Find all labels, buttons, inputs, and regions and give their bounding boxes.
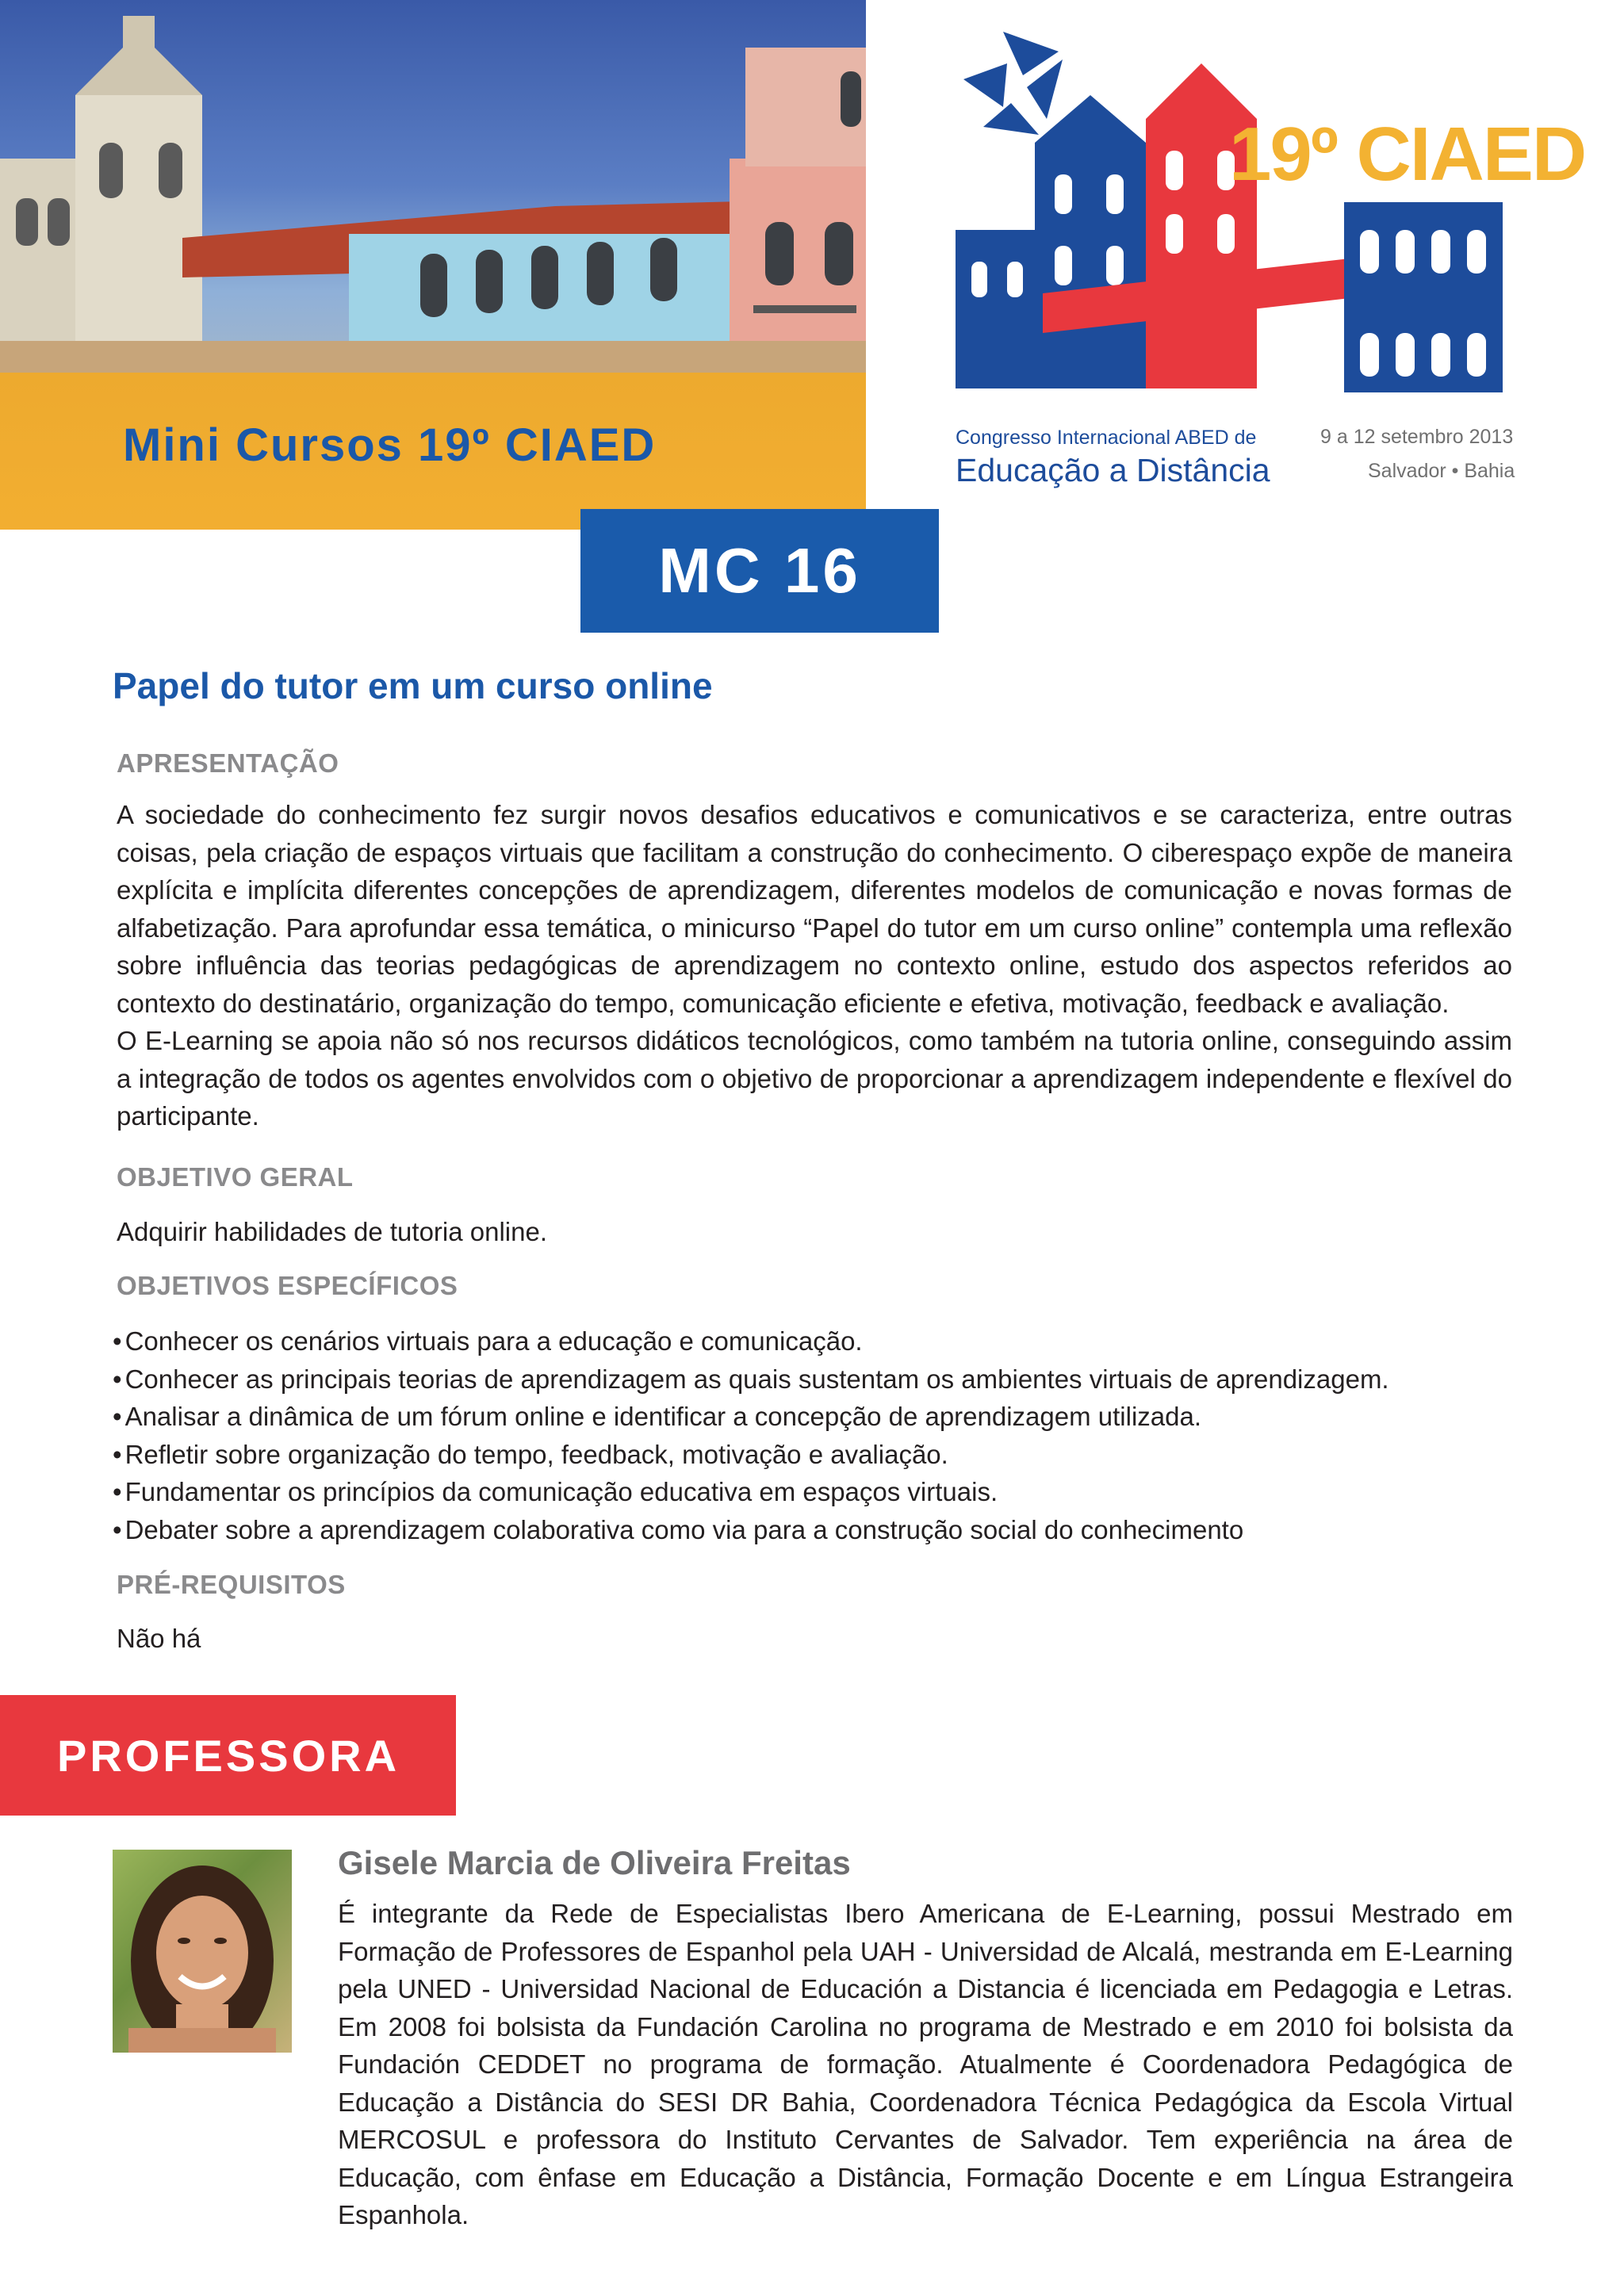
objetivo-geral-heading: OBJETIVO GERAL — [117, 1162, 354, 1192]
logo-congresso-text: Congresso Internacional ABED de — [956, 427, 1257, 449]
list-item: • Fundamentar os princípios da comunicação educativa em espaços virtuais. — [113, 1473, 1389, 1511]
list-item: • Analisar a dinâmica de um fórum online e identificar a concepção de aprendizagem utilizada. — [113, 1398, 1389, 1436]
course-code-badge: MC 16 — [580, 509, 939, 633]
header-photo — [0, 0, 866, 530]
pre-requisitos-heading: PRÉ-REQUISITOS — [117, 1570, 346, 1599]
objetivos-especificos-heading: OBJETIVOS ESPECÍFICOS — [117, 1271, 458, 1300]
professora-name: Gisele Marcia de Oliveira Freitas — [338, 1844, 851, 1881]
mini-cursos-title: Mini Cursos 19º CIAED — [123, 419, 657, 471]
list-item: • Debater sobre a aprendizagem colaborativa como via para a construção social do conhecimento — [113, 1511, 1389, 1549]
logo-place: Salvador • Bahia — [1368, 460, 1515, 482]
apresentacao-heading: APRESENTAÇÃO — [117, 748, 339, 778]
logo-title: 19º CIAED — [1229, 112, 1586, 197]
avatar — [113, 1850, 292, 2053]
logo-date: 9 a 12 setembro 2013 — [1320, 426, 1514, 448]
objetivos-especificos-list — [113, 1322, 1389, 1548]
list-item: • Conhecer os cenários virtuais para a educação e comunicação. — [113, 1322, 1389, 1360]
ciaed-logo-graphic — [948, 32, 1511, 412]
apresentacao-body — [117, 796, 1512, 1135]
list-item: • Conhecer as principais teorias de aprendizagem as quais sustentam os ambientes virtuais de aprendizagem. — [113, 1360, 1389, 1399]
apresentacao-paragraph-1: A sociedade do conhecimento fez surgir novos desafios educativos e comunicativos e se caracteriza, entre outras coisas, pela criação de espaços virtuais que facilitam a construção do conhecimento. O ciberespaço expõe de maneira explícita e implícita diferentes concepções de aprendizagem, diferentes modelos de comunicação e novas formas de alfabetização. Para aprofundar essa temática, o minicurso “Papel do tutor em um curso online” contempla uma reflexão sobre influência das teorias pedagógicas de aprendizagem no contexto online, estudo dos aspectos referidos ao contexto do destinatário, organização do tempo, comunicação eficiente e efetiva, motivação, feedback e avaliação. — [117, 800, 1512, 1018]
apresentacao-paragraph-2: O E-Learning se apoia não só nos recursos didáticos tecnológicos, como também na tutoria online, conseguindo assim a integração de todos os agentes envolvidos com o objetivo de proporcionar a aprendizagem independente e flexível do participante. — [117, 1026, 1512, 1131]
list-item: • Refletir sobre organização do tempo, feedback, motivação e avaliação. — [113, 1436, 1389, 1474]
professora-photo — [113, 1850, 292, 2053]
ciaed-logo — [948, 32, 1586, 507]
course-title: Papel do tutor em um curso online — [113, 665, 713, 706]
professora-banner: PROFESSORA — [0, 1695, 456, 1816]
logo-educacao-text: Educação a Distância — [956, 452, 1270, 488]
objetivo-geral-text: Adquirir habilidades de tutoria online. — [117, 1217, 548, 1246]
pre-requisitos-text: Não há — [117, 1624, 201, 1653]
professora-bio: É integrante da Rede de Especialistas Ibero Americana de E-Learning, possui Mestrado em Formação de Professores de Espanhol pela UAH - Universidad de Alcalá, mestranda em E-Learning pela UNED - Universidad Nacional de Educación a Distancia é licenciada em Pedagogia e Letras. Em 2008 foi bolsista da Fundación Carolina no programa de Mestrado e em 2010 foi bolsista da Fundación CEDDET no programa de formação. Atualmente é Coordenadora Pedagógica de Educação a Distância do SESI DR Bahia, Coordenadora Técnica Pedagógica da Escola Virtual MERCOSUL e professora do Instituto Cervantes de Salvador. Tem experiência na área de Educação, com ênfase em Educação a Distância, Formação Docente e em Língua Estrangeira Espanhola. — [338, 1899, 1513, 2229]
